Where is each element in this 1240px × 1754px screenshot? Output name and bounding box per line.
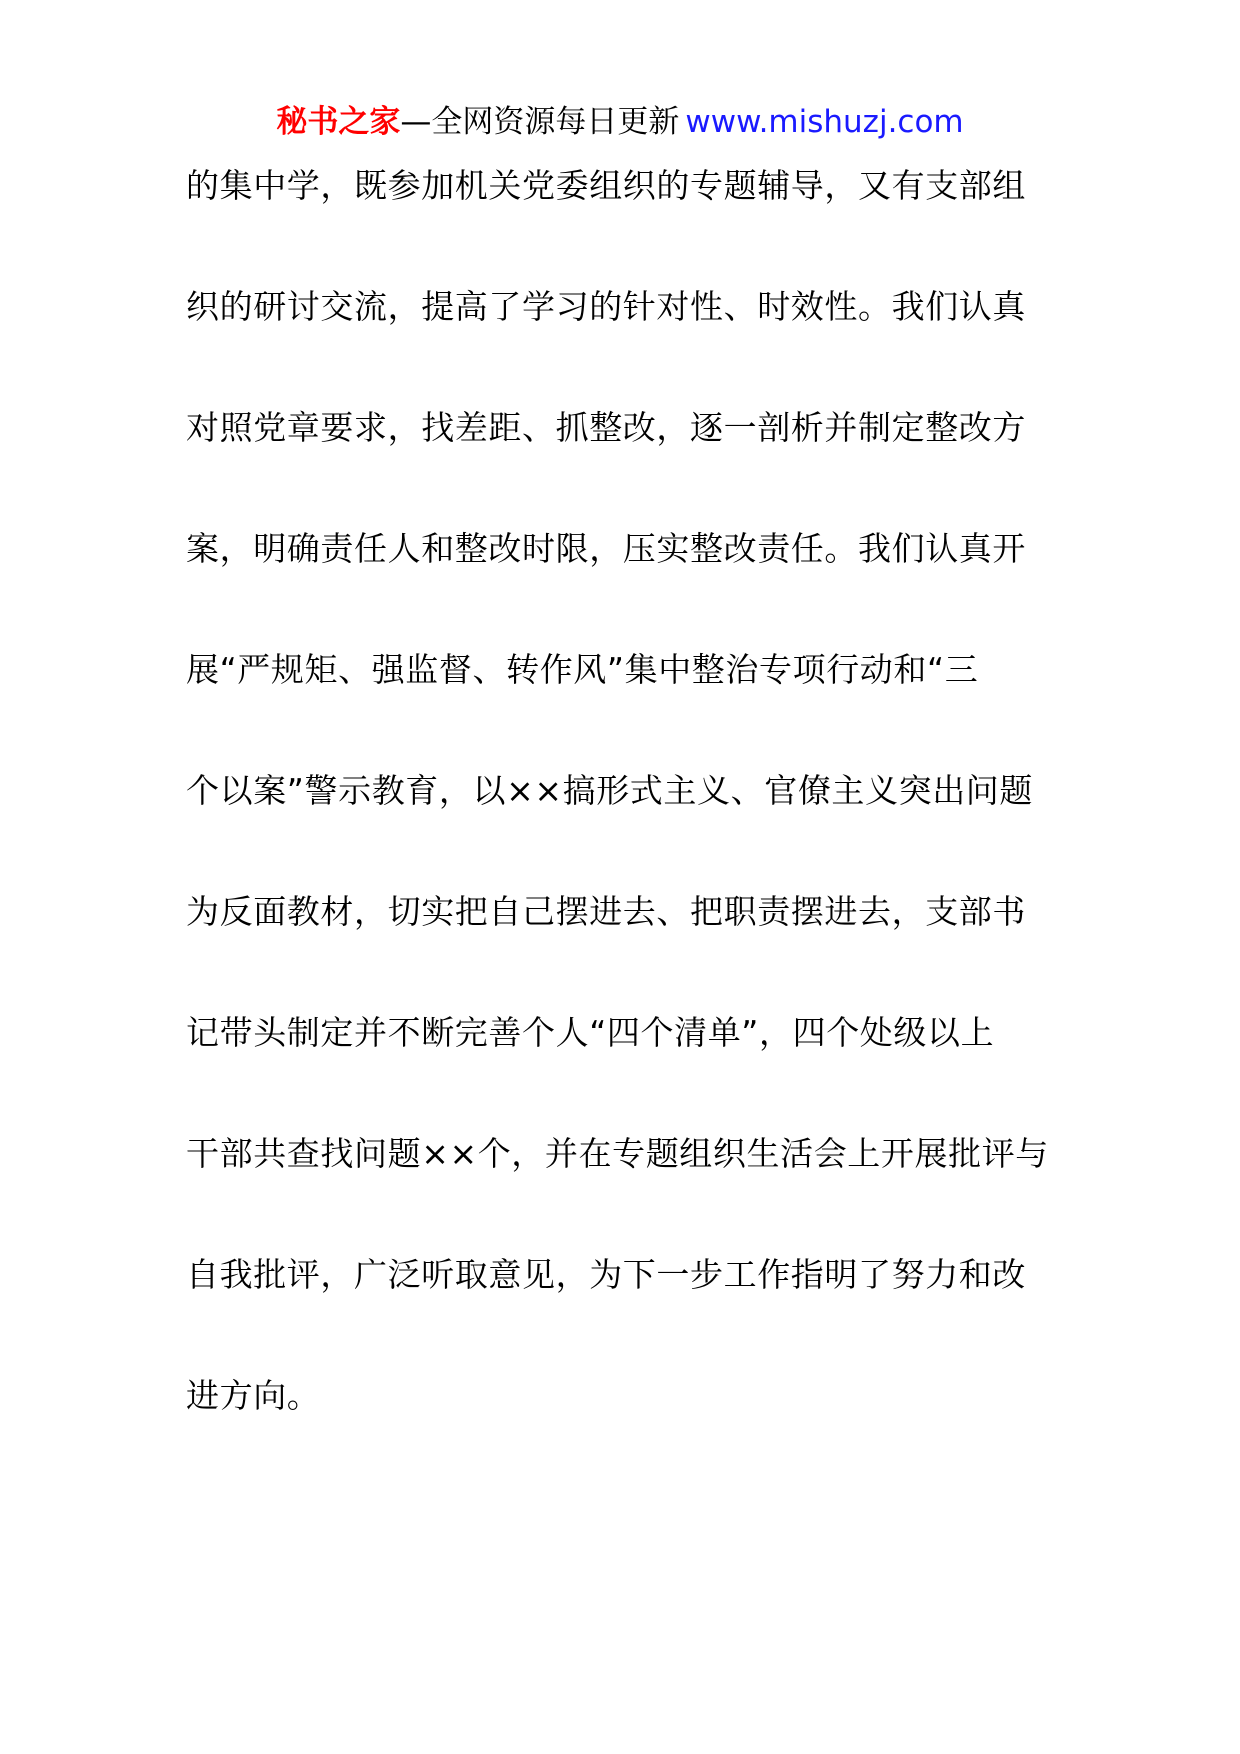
page-header (0, 102, 1240, 142)
body-line: 展“严规矩、强监督、转作风”集中整治专项行动和“三 (186, 650, 979, 689)
body-line: 进方向。 (186, 1376, 321, 1415)
document-body (186, 166, 1066, 1497)
body-line: 自我批评，广泛听取意见，为下一步工作指明了努力和改 (186, 1255, 1026, 1294)
body-line: 记带头制定并不断完善个人“四个清单”，四个处级以上 (186, 1013, 995, 1052)
brand-name: 秘书之家 (276, 104, 401, 140)
body-line: 干部共查找问题××个，并在专题组织生活会上开展批评与 (186, 1134, 1049, 1173)
body-line: 案，明确责任人和整改时限，压实整改责任。我们认真开 (186, 529, 1026, 568)
body-line: 为反面教材，切实把自己摆进去、把职责摆进去，支部书 (186, 892, 1026, 931)
header-tagline: —全网资源每日更新 (400, 104, 680, 140)
body-line: 的集中学，既参加机关党委组织的专题辅导，又有支部组 (186, 166, 1026, 205)
body-line: 织的研讨交流，提高了学习的针对性、时效性。我们认真 (186, 287, 1026, 326)
body-line: 个以案”警示教育，以××搞形式主义、官僚主义突出问题 (186, 771, 1033, 810)
body-line: 对照党章要求，找差距、抓整改，逐一剖析并制定整改方 (186, 408, 1026, 447)
website-url[interactable]: www.mishuzj.com (685, 104, 964, 140)
